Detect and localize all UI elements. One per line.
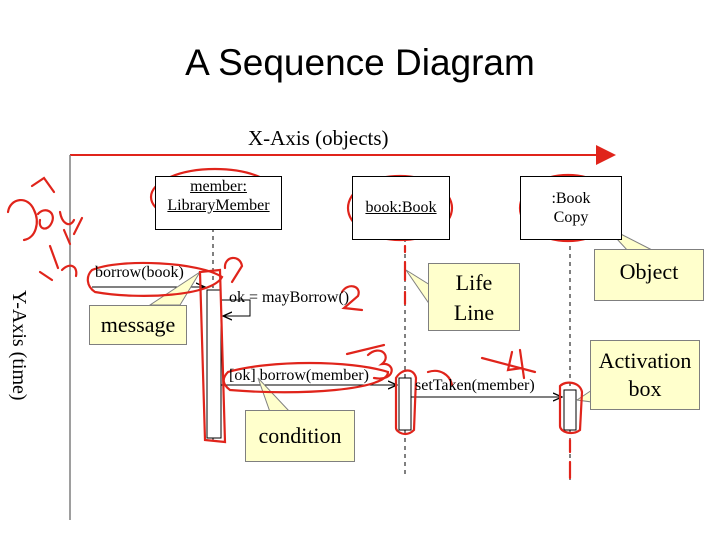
callout-pointer-lifeline bbox=[406, 270, 430, 305]
callout-life-line-2: Line bbox=[453, 300, 495, 325]
message-label-set-taken: setTaken(member) bbox=[415, 377, 535, 394]
object-box-book-copy bbox=[520, 176, 622, 240]
callout-activation-2: box bbox=[628, 376, 662, 401]
object-member-line1: member: bbox=[190, 178, 247, 195]
message-label-may-borrow: ok = mayBorrow() bbox=[229, 289, 350, 306]
object-book-label: book:Book bbox=[365, 199, 437, 216]
message-label-borrow: borrow(book) bbox=[95, 264, 184, 281]
object-box-book bbox=[352, 176, 450, 240]
object-box-library-member bbox=[155, 176, 282, 230]
callout-activation-box bbox=[590, 340, 700, 410]
activation-box-copy bbox=[564, 390, 576, 430]
y-axis-label: Y-Axis (time) bbox=[8, 290, 30, 401]
object-copy-line1: :Book bbox=[551, 190, 591, 207]
callout-activation-1: Activation bbox=[598, 348, 692, 373]
activation-box-member bbox=[207, 290, 221, 438]
callout-life-line-1: Life bbox=[455, 270, 493, 295]
callout-condition: condition bbox=[245, 410, 355, 462]
callout-life-line bbox=[428, 263, 520, 331]
page-title: A Sequence Diagram bbox=[185, 42, 535, 83]
activation-box-book bbox=[399, 378, 411, 430]
message-label-borrow-member: [ok] borrow(member) bbox=[229, 367, 369, 384]
callout-object: Object bbox=[594, 249, 704, 301]
object-copy-line2: Copy bbox=[553, 209, 589, 226]
callout-message: message bbox=[89, 305, 187, 345]
x-axis-label: X-Axis (objects) bbox=[248, 126, 389, 150]
object-member-line2: LibraryMember bbox=[167, 197, 270, 214]
